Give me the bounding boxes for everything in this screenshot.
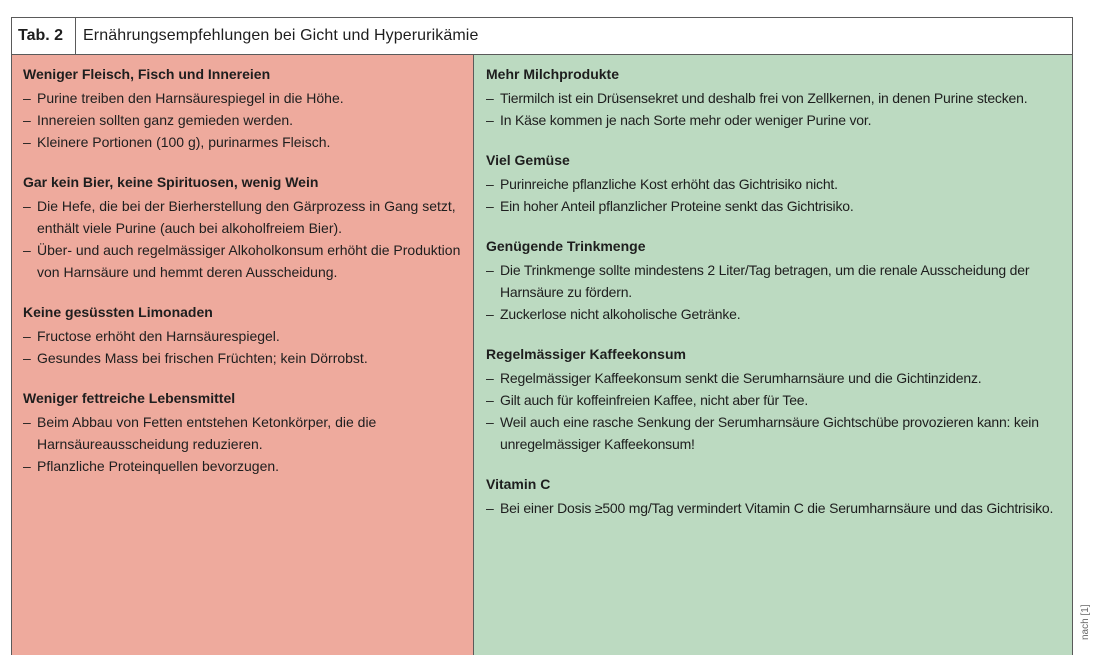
list-item: – In Käse kommen je nach Sorte mehr oder weniger Purine vor. [486, 109, 1062, 131]
section-heading: Viel Gemüse [486, 152, 570, 168]
list-item: – Die Trinkmenge sollte mindestens 2 Liter/Tag betragen, um die renale Ausscheidung der Harnsäure zu fördern. [486, 259, 1062, 303]
source-note: nach [1] [1080, 604, 1091, 640]
list-item: – Zuckerlose nicht alkoholische Getränke. [486, 303, 1062, 325]
list-item: – Beim Abbau von Fetten entstehen Ketonkörper, die die Harnsäureausscheidung reduzieren. [23, 411, 463, 455]
list-item: – Die Hefe, die bei der Bierherstellung den Gärprozess in Gang setzt, enthält viele Purine (auch bei alkoholfreiem Bier). [23, 195, 463, 239]
recommendations-table [11, 17, 1073, 655]
section [23, 388, 463, 477]
section-heading: Vitamin C [486, 476, 551, 492]
table-body [12, 55, 1072, 655]
section [486, 64, 1062, 131]
section-heading: Genügende Trinkmenge [486, 238, 646, 254]
list-item: – Fructose erhöht den Harnsäurespiegel. [23, 325, 463, 347]
list-item: – Über- und auch regelmässiger Alkoholkonsum erhöht die Produktion von Harnsäure und hemmt deren Ausscheidung. [23, 239, 463, 283]
list-item: – Regelmässiger Kaffeekonsum senkt die Serumharnsäure und die Gichtinzidenz. [486, 367, 1062, 389]
list-item: – Tiermilch ist ein Drüsensekret und deshalb frei von Zellkernen, in denen Purine stecken. [486, 87, 1062, 109]
list-item: – Innereien sollten ganz gemieden werden. [23, 109, 463, 131]
list-item: – Pflanzliche Proteinquellen bevorzugen. [23, 455, 463, 477]
list-item: – Purinreiche pflanzliche Kost erhöht das Gichtrisiko nicht. [486, 173, 1062, 195]
section [486, 344, 1062, 455]
section-heading: Mehr Milchprodukte [486, 66, 620, 82]
list-item: – Gilt auch für koffeinfreien Kaffee, nicht aber für Tee. [486, 389, 1062, 411]
table-title: Ernährungsempfehlungen bei Gicht und Hyperurikämie [83, 27, 479, 44]
list-item: – Weil auch eine rasche Senkung der Serumharnsäure Gichtschübe provozieren kann: kein unregelmässiger Kaffeekonsum! [486, 411, 1062, 455]
left-column-avoid [12, 55, 474, 655]
section-heading: Weniger fettreiche Lebensmittel [23, 390, 236, 406]
list-item: – Bei einer Dosis ≥500 mg/Tag vermindert Vitamin C die Serumharnsäure und das Gichtrisiko. [486, 497, 1062, 519]
section-heading: Keine gesüssten Limonaden [23, 304, 213, 320]
list-item: – Kleinere Portionen (100 g), purinarmes Fleisch. [23, 131, 463, 153]
section [23, 64, 463, 153]
list-item: – Purine treiben den Harnsäurespiegel in die Höhe. [23, 87, 463, 109]
list-item: – Ein hoher Anteil pflanzlicher Proteine senkt das Gichtrisiko. [486, 195, 1062, 217]
section [486, 236, 1062, 325]
section-heading: Gar kein Bier, keine Spirituosen, wenig Wein [23, 174, 319, 190]
section [486, 474, 1062, 519]
section [486, 150, 1062, 217]
section [23, 302, 463, 369]
list-item: – Gesundes Mass bei frischen Früchten; kein Dörrobst. [23, 347, 463, 369]
section-heading: Weniger Fleisch, Fisch und Innereien [23, 66, 271, 82]
table-number: Tab. 2 [12, 18, 76, 54]
right-column-recommend [474, 55, 1072, 655]
table-header [12, 18, 1072, 55]
section-heading: Regelmässiger Kaffeekonsum [486, 346, 686, 362]
section [23, 172, 463, 283]
